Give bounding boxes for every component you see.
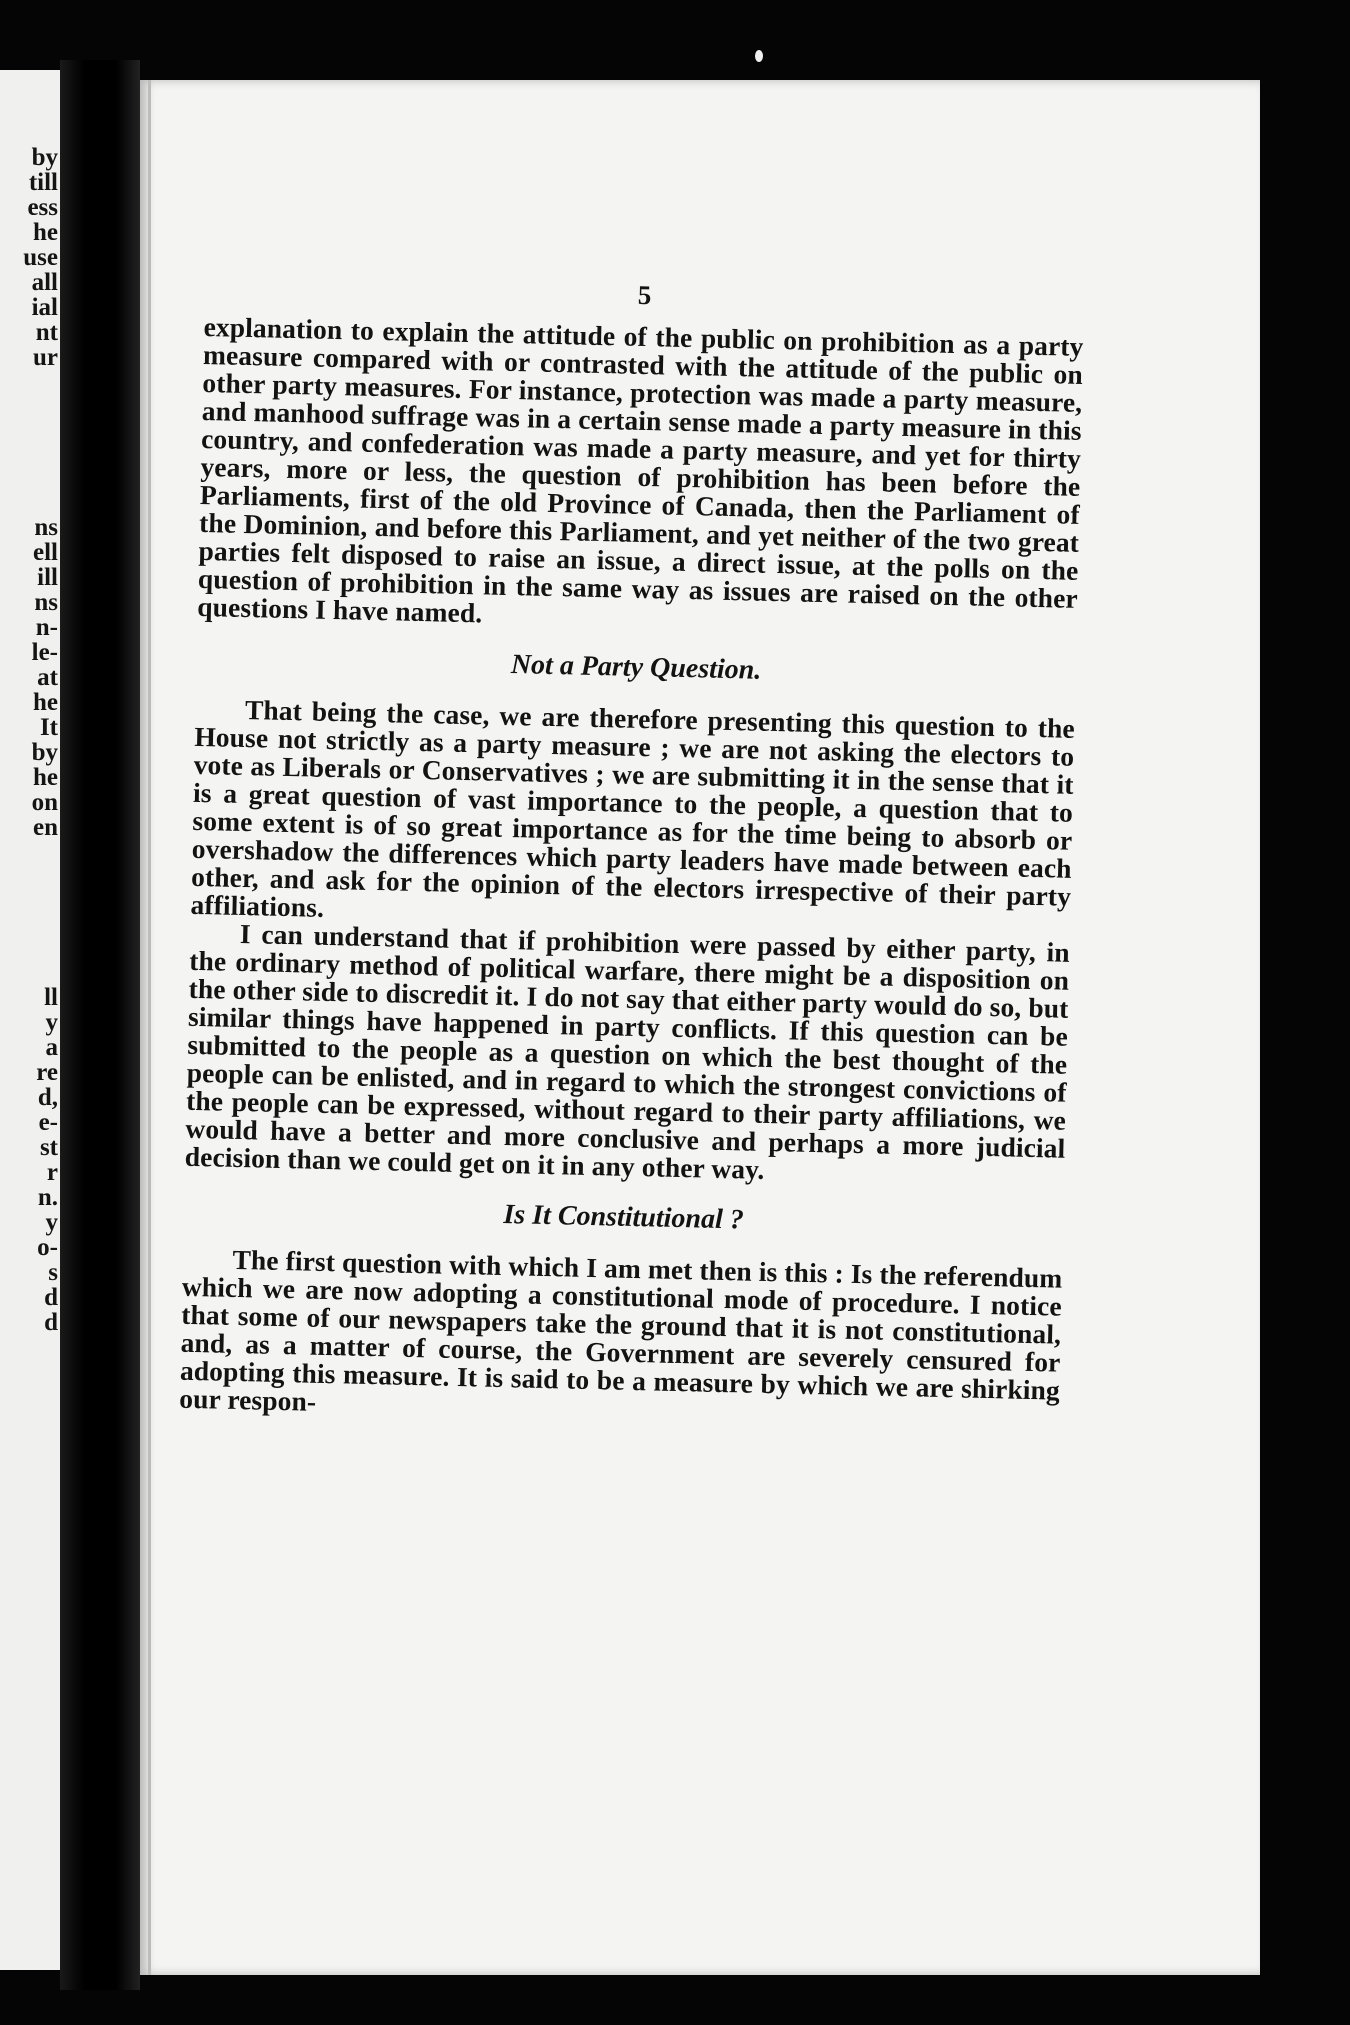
facing-page-fragment: o- — [37, 1234, 58, 1261]
body-paragraph: That being the case, we are therefore presenting this question to the House not strictly as a party measure ; we are not asking the electors to vote as Liberals or Conservatives ; we are submitting it in the sense that it is a great question of vast importance to the people, a question that to some extent is of so great importance as for the time being to absorb or overshadow the differences which party leaders have made between each other, and ask for the opinion of the electors irrespective of their party affiliations. — [190, 694, 1076, 923]
facing-page-fragment: en — [33, 814, 58, 841]
facing-page-fragment: by — [31, 144, 58, 171]
section-heading: Not a Party Question. — [510, 649, 762, 686]
facing-page-fragment: by — [31, 739, 58, 766]
facing-page-fragment: re — [36, 1059, 58, 1086]
facing-page-fragment: use — [23, 244, 58, 271]
facing-page-fragment: he — [33, 219, 58, 246]
facing-page-fragment: d, — [37, 1084, 58, 1111]
facing-page-fragment: n- — [35, 614, 58, 641]
facing-page-fragment: ill — [37, 564, 58, 591]
facing-page-fragment: d — [44, 1309, 58, 1336]
facing-page-fragment: all — [31, 269, 58, 296]
facing-page-fragment: e- — [38, 1109, 58, 1136]
facing-page-fragment: ell — [33, 539, 58, 566]
facing-page-fragment: r — [46, 1159, 58, 1186]
facing-page-fragment: nt — [35, 319, 58, 346]
facing-page-fragment: ess — [27, 194, 58, 221]
fragment-group-middle — [0, 515, 58, 840]
facing-page-fragment: ns — [34, 514, 58, 541]
facing-page-fragment: ial — [31, 294, 58, 321]
facing-page-fragment: he — [33, 764, 58, 791]
body-paragraph: I can understand that if prohibition were passed by either party, in the ordinary method of political warfare, there might be a disposition on the other side to discredit it. I do not say that either party would do so, but similar things have happened in party conflicts. If this question can be submitted to the people as a question on which the best thought of the people can be enlisted, and in regard to which the strongest convictions of the people can be expressed, without regard to their party affiliations, we would have a better and more conclusive and perhaps a more judicial decision than we could get on it in any other way. — [184, 917, 1071, 1185]
facing-page-fragment: d — [44, 1284, 58, 1311]
facing-page-fragment: It — [39, 714, 58, 741]
facing-page-fragment: y — [45, 1009, 58, 1036]
facing-page-fragment: y — [45, 1209, 58, 1236]
page-number: 5 — [637, 279, 652, 311]
body-paragraph: The first question with which I am met then is this : Is the referendum which we are now adopting a constitutional mode of procedure. I notice that some of our newspapers take the ground that it is not constitutional, and, as a matter of course, the Government are severely censured for adopting this measure. It is said to be a measure by which we are shirking our respon- — [179, 1243, 1063, 1417]
book-gutter — [60, 60, 140, 1990]
facing-page-edge — [0, 70, 60, 1970]
facing-page-fragment: ur — [33, 344, 58, 371]
facing-page-fragment: on — [31, 789, 58, 816]
facing-page-fragments — [0, 70, 58, 1335]
facing-page-fragment: till — [28, 169, 58, 196]
facing-page-fragment: ll — [44, 984, 58, 1011]
page-edge-line — [148, 80, 151, 1975]
dust-speck — [755, 50, 763, 62]
facing-page-fragment: n. — [37, 1184, 58, 1211]
facing-page-fragment: ns — [34, 589, 58, 616]
body-paragraph: explanation to explain the attitude of the public on prohibition as a party measure compared with or contrasted with the attitude of the public on other party measures. For instance, protection was made a party measure, and manhood suffrage was in a certain sense made a party measure in this country, and confederation was made a party measure, and yet for thirty years, more or less, the question of prohibition has been before the Parliaments, first of the old Province of Canada, then the Parliament of the Dominion, and before this Parliament, and yet neither of the two great parties felt disposed to raise an issue, a direct issue, at the polls on the question of prohibition in the same way as issues are raised on the other questions I have named. — [197, 310, 1084, 629]
fragment-group-top — [0, 145, 58, 370]
facing-page-fragment: s — [48, 1259, 58, 1286]
facing-page-fragment: le- — [31, 639, 58, 666]
section-heading: Is It Constitutional ? — [503, 1199, 745, 1236]
facing-page-fragment: st — [39, 1134, 58, 1161]
facing-page-fragment: he — [33, 689, 58, 716]
facing-page-fragment: at — [37, 664, 58, 691]
text-body — [179, 310, 1084, 1433]
fragment-group-bottom — [0, 985, 58, 1335]
facing-page-fragment: a — [45, 1034, 58, 1061]
page-content — [179, 270, 1085, 1433]
